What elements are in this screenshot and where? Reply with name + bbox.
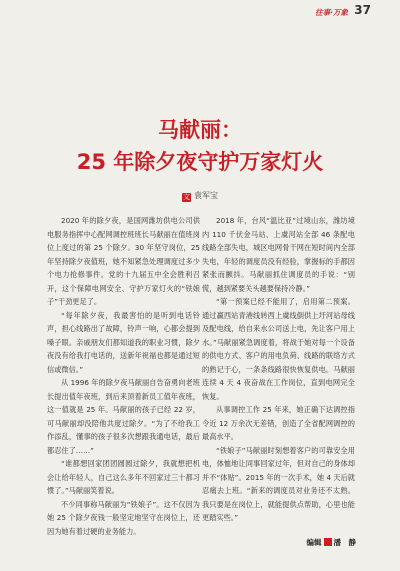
section-label: 往事·万象	[315, 8, 348, 17]
paragraph: 从 1996 年的除夕夜马献丽自告奋勇向老班长提出值年夜班，到后来顶着新员工值年夜班，这一值就是 25 年。马献丽的孩子已经 22 岁，可马献丽却没陪他共度过除夕。“为了不给我工作添乱，懂事的孩子很多次想跟我通电话，最后都忍住了……”	[47, 378, 200, 455]
editor-mark-icon	[324, 538, 332, 546]
editor-name: 潘 静	[333, 538, 356, 547]
editor-credit	[307, 537, 357, 548]
paragraph: 2020 年的除夕夜，是国网潍坊供电公司供电服务指挥中心配网调控班班长马献丽在值班岗位上度过的第 25 个除夕。30 年坚守岗位，25 年坚持除夕夜值班，她不知紧急处理调度过多少个电力抢修事件。党的十九届五中全会胜利召开，这个保障电网安全、守护万家灯火的“铁娘子”干劲更足了。	[47, 216, 200, 306]
paragraph: 从事调控工作 25 年来，她正确下达调控指令近 12 万余次无差错，创造了全省配网调控的最高水平。	[202, 405, 355, 441]
paragraph: “第一预案已经不能用了，启用第二预案。通过赢西站青港线转西上虞线倒供上圩河站母线及配电线，给自来水公司送上电，先让客户用上水。”马献丽紧急调度着，将战于她对每一个设备的供电方式、客户的用电负荷、线路的联络方式的熟记于心，一条条线路很快恢复供电。马献丽连续 4 天 4 夜奋战在工作岗位，直到电网完全恢复。	[202, 297, 355, 401]
paragraph: “每年除夕夜，我最害怕的是听到电话铃声，担心线路出了故障，铃声一响，心都会提到嗓子眼。亲戚朋友们都知道我的职业习惯，除夕夜没有给我打电话的，送新年祝福也都是通过短信或微信。”	[47, 310, 200, 374]
article-title-line-2: 25 年除夕夜守护万家灯火	[76, 150, 324, 174]
article-column-left	[47, 214, 200, 538]
author-name: 袁军宝	[194, 191, 218, 200]
article-title-line-1: 马献丽：	[158, 118, 242, 142]
page-number: 37	[354, 3, 371, 17]
article-column-right	[202, 214, 355, 525]
paragraph: 不少同事称马献丽为“铁娘子”。这不仅因为她 25 个除夕夜钱一般坚定地坚守在岗位上，还因为她有着过硬的业务能力。	[47, 499, 200, 536]
editor-label: 编辑	[306, 538, 322, 547]
byline	[0, 190, 400, 202]
byline-mark-icon: 文	[183, 193, 190, 201]
paragraph: “谁都想回家团团圆圆过除夕，我就想把机会让给年轻人，自己这么多年不回家过三十都习惯了。”马献丽笑着说。	[47, 459, 200, 495]
paragraph: 2018 年，台风“温比亚”过境山东，潍坊境内 110 千伏金马站、上虞河站全部 46 条配电线路全部失电，城区电网骨干网在短时间内全部失电，年轻的调度员没有经验，掌握标的手都因紧张而颤抖。马献丽抓住调度员的手说：“别慌，越到紧要关头越要保持冷静。”	[202, 216, 355, 293]
paragraph: “铁娘子”马献丽时刻想着客户的可靠安全用电，体恤地让同事回家过年，但对自己的身体却并不“体贴”。2015 年的一次手术，她 4 天后就忍痛去上班。“新来的调度员对业务还不太熟。我只要是在岗位上，就能提供点帮助，心里也能更踏实些。”	[202, 445, 355, 522]
